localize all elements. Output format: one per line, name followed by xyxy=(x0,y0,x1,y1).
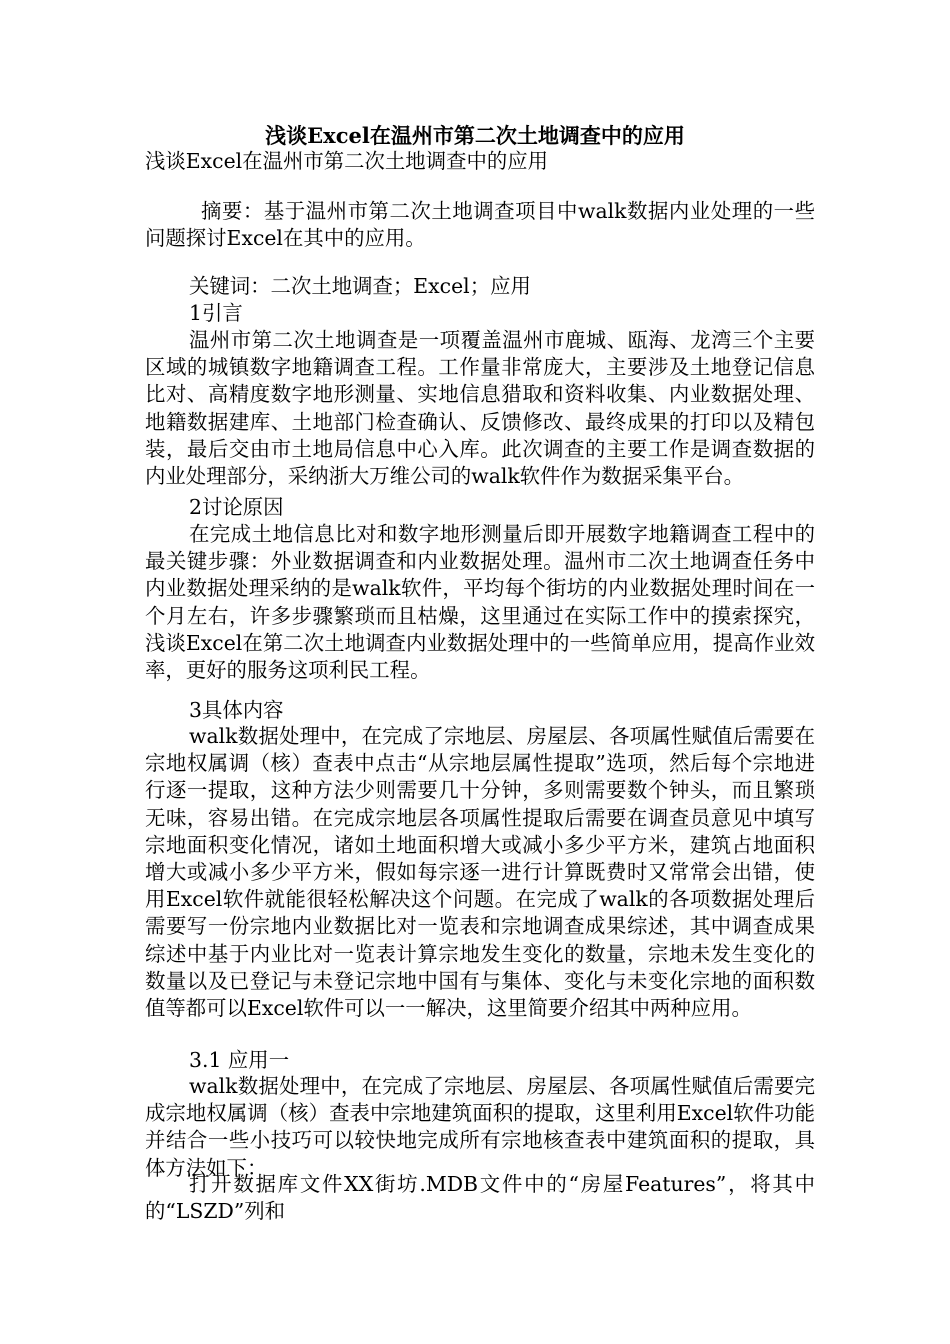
document-subtitle: 浅谈Excel在温州市第二次土地调查中的应用 xyxy=(145,149,549,173)
section-heading-introduction: 1引言 xyxy=(189,301,243,325)
paragraph-application-one: walk数据处理中，在完成了宗地层、房屋层、各项属性赋值后需要完成宗地权属调（核）查表中宗地建筑面积的提取，这里利用Excel软件功能并结合一些小技巧可以较快地完成所有宗地核查表中建筑面积的提取，具体方法如下： xyxy=(145,1074,815,1180)
abstract-paragraph: 摘要：基于温州市第二次土地调查项目中walk数据内业处理的一些问题探讨Excel在其中的应用。 xyxy=(145,199,815,251)
document-title: 浅谈Excel在温州市第二次土地调查中的应用 xyxy=(265,123,685,148)
section-heading-content: 3具体内容 xyxy=(189,698,284,722)
paragraph-reasons: 在完成土地信息比对和数字地形测量后即开展数字地籍调查工程中的最关键步骤：外业数据调查和内业数据处理。温州市二次土地调查任务中内业数据处理采纳的是walk软件，平均每个街坊的内业数据处理时间在一个月左右，许多步骤繁琐而且枯燥，这里通过在实际工作中的摸索探究，浅谈Excel在第二次土地调查内业数据处理中的一些简单应用，提高作业效率，更好的服务这项利民工程。 xyxy=(145,522,815,683)
paragraph-application-one-steps: 打开数据库文件XX街坊.MDB文件中的“房屋Features”，将其中的“LSZD”列和 xyxy=(145,1172,815,1224)
keywords-line: 关键词：二次土地调查；Excel；应用 xyxy=(189,274,531,298)
paragraph-content: walk数据处理中，在完成了宗地层、房屋层、各项属性赋值后需要在宗地权属调（核）查表中点击“从宗地层属性提取”选项，然后每个宗地进行逐一提取，这种方法少则需要几十分钟，多则需要数个钟头，而且繁琐无味，容易出错。在完成宗地层各项属性提取后需要在调查员意见中填写宗地面积变化情况，诸如土地面积增大或减小多少平方米，建筑占地面积增大或减小多少平方米，假如每宗逐一进行计算既费时又常常会出错，使用Excel软件就能很轻松解决这个问题。在完成了walk的各项数据处理后需要写一份宗地内业数据比对一览表和宗地调查成果综述，其中调查成果综述中基于内业比对一览表计算宗地发生变化的数量，宗地未发生变化的数量以及已登记与未登记宗地中国有与集体、变化与未变化宗地的面积数值等都可以Excel软件可以一一解决，这里简要介绍其中两种应用。 xyxy=(145,724,815,1021)
section-heading-application-one: 3.1 应用一 xyxy=(189,1048,290,1072)
section-heading-reasons: 2讨论原因 xyxy=(189,495,284,519)
paragraph-introduction: 温州市第二次土地调查是一项覆盖温州市鹿城、瓯海、龙湾三个主要区域的城镇数字地籍调查工程。工作量非常庞大，主要涉及土地登记信息比对、高精度数字地形测量、实地信息猎取和资料收集、内业数据处理、地籍数据建库、土地部门检查确认、反馈修改、最终成果的打印以及精包装，最后交由市土地局信息中心入库。此次调查的主要工作是调查数据的内业处理部分，采纳浙大万维公司的walk软件作为数据采集平台。 xyxy=(145,328,815,489)
